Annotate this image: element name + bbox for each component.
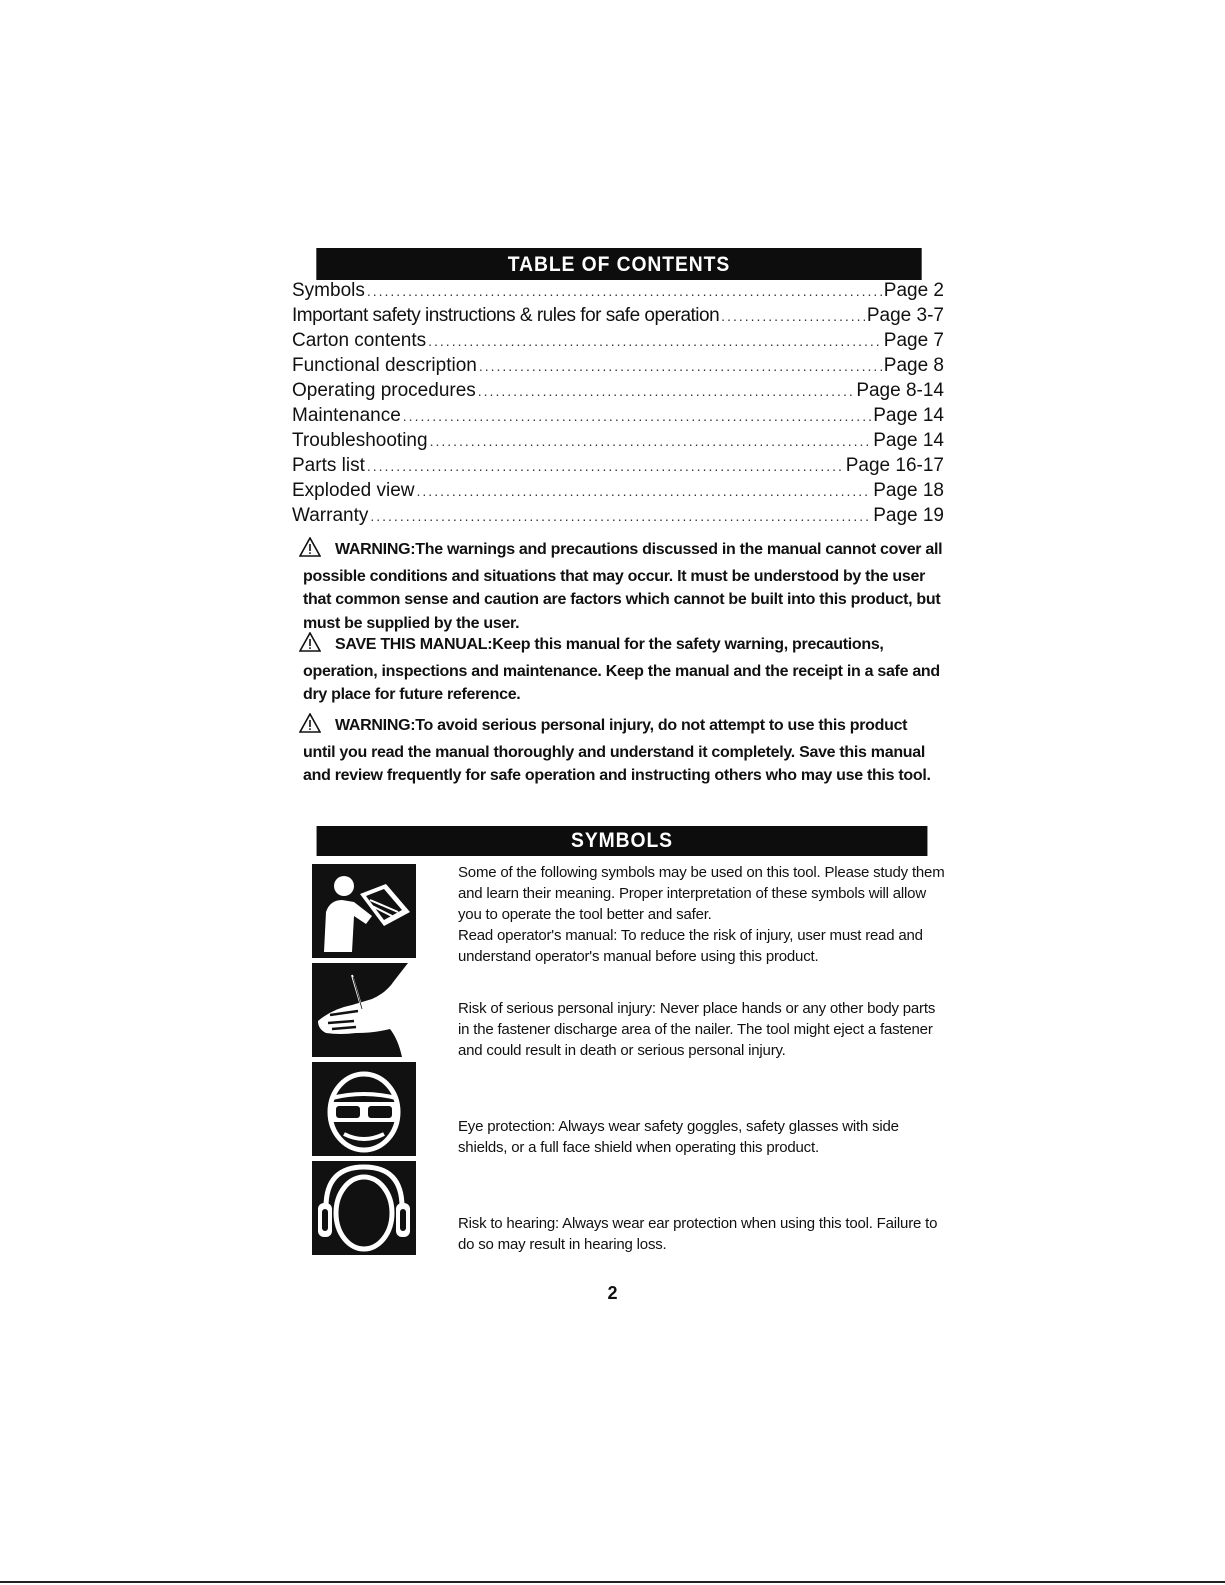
page-edge-line (0, 1581, 1225, 1583)
toc-page: Page 2 (883, 280, 944, 301)
read-manual-icon (312, 864, 416, 958)
toc-label: Maintenance (292, 405, 401, 426)
toc-row (292, 355, 944, 380)
toc-page: Page 19 (873, 505, 944, 526)
warning-heading: SAVE THIS MANUAL: (335, 636, 493, 653)
symbol-icons (312, 864, 416, 1260)
toc-row (292, 305, 944, 330)
save-manual-block (303, 632, 943, 707)
toc-label: Exploded view (292, 480, 415, 501)
toc-page: Page 3-7 (866, 305, 944, 326)
warning-text: Keep this manual for the safety warning, precautions, operation, inspections and maintenance. Keep the manual and the receipt in a safe and dry place for future reference. (303, 636, 940, 703)
eye-protection-icon (312, 1062, 416, 1156)
eye-protection-text: Eye protection: Always wear safety goggles, safety glasses with side shields, or a full face shield when operating this product. (458, 1118, 899, 1156)
toc-row (292, 505, 944, 530)
toc-page: Page 8-14 (856, 380, 944, 401)
toc-page: Page 18 (873, 480, 944, 501)
warning-triangle-icon (299, 632, 323, 660)
toc-label: Warranty (292, 505, 369, 526)
toc-row (292, 405, 944, 430)
toc-row (292, 380, 944, 405)
warning-triangle-icon (299, 713, 323, 741)
toc-label: Parts list (292, 455, 365, 476)
ear-protection-icon (312, 1161, 416, 1255)
toc-page: Page 14 (873, 430, 944, 451)
toc-label: Troubleshooting (292, 430, 428, 451)
toc-page: Page 7 (883, 330, 944, 351)
symbols-intro (458, 862, 948, 967)
symbols-intro-text: Some of the following symbols may be used on this tool. Please study them and learn their meaning. Proper interpretation of these symbols will allow you to operate the tool better and safer. (458, 864, 945, 923)
toc-page: Page 16-17 (845, 455, 944, 476)
toc-page: Page 14 (873, 405, 944, 426)
toc-label: Carton contents (292, 330, 427, 351)
read-manual-text: Read operator's manual: To reduce the risk of injury, user must read and understand operator's manual before using this product. (458, 927, 923, 965)
warning-block (303, 537, 943, 635)
toc-row (292, 330, 944, 355)
warning-text: To avoid serious personal injury, do not attempt to use this product until you read the manual thoroughly and understand it completely. Save this manual and review frequently for safe operation and instructing others who may use this tool. (303, 717, 931, 784)
warning-heading: WARNING: (335, 717, 416, 734)
toc-row (292, 280, 944, 305)
toc-row (292, 430, 944, 455)
toc-label: Important safety instructions & rules for safe operation (292, 305, 720, 326)
hand-injury-icon (312, 963, 416, 1057)
page-number: 2 (607, 1283, 618, 1303)
toc-row (292, 480, 944, 505)
hand-injury-text: Risk of serious personal injury: Never place hands or any other body parts in the fastener discharge area of the nailer. The tool might eject a fastener and could result in death or serious personal injury. (458, 1000, 936, 1059)
toc-row (292, 455, 944, 480)
toc-label: Symbols (292, 280, 365, 301)
toc-list (292, 280, 944, 530)
toc-page: Page 8 (883, 355, 944, 376)
warning-text: The warnings and precautions discussed in the manual cannot cover all possible conditions and situations that may occur. It must be understood by the user that common sense and caution are factors which cannot be built into this product, but must be supplied by the user. (303, 541, 943, 632)
warning-heading: WARNING: (335, 541, 416, 558)
warning-triangle-icon (299, 537, 323, 565)
symbols-title: SYMBOLS (317, 826, 928, 856)
warning-block (303, 713, 943, 788)
toc-title: TABLE OF CONTENTS (316, 248, 921, 280)
toc-label: Operating procedures (292, 380, 476, 401)
toc-label: Functional description (292, 355, 477, 376)
ear-protection-text: Risk to hearing: Always wear ear protection when using this tool. Failure to do so may result in hearing loss. (458, 1215, 938, 1253)
